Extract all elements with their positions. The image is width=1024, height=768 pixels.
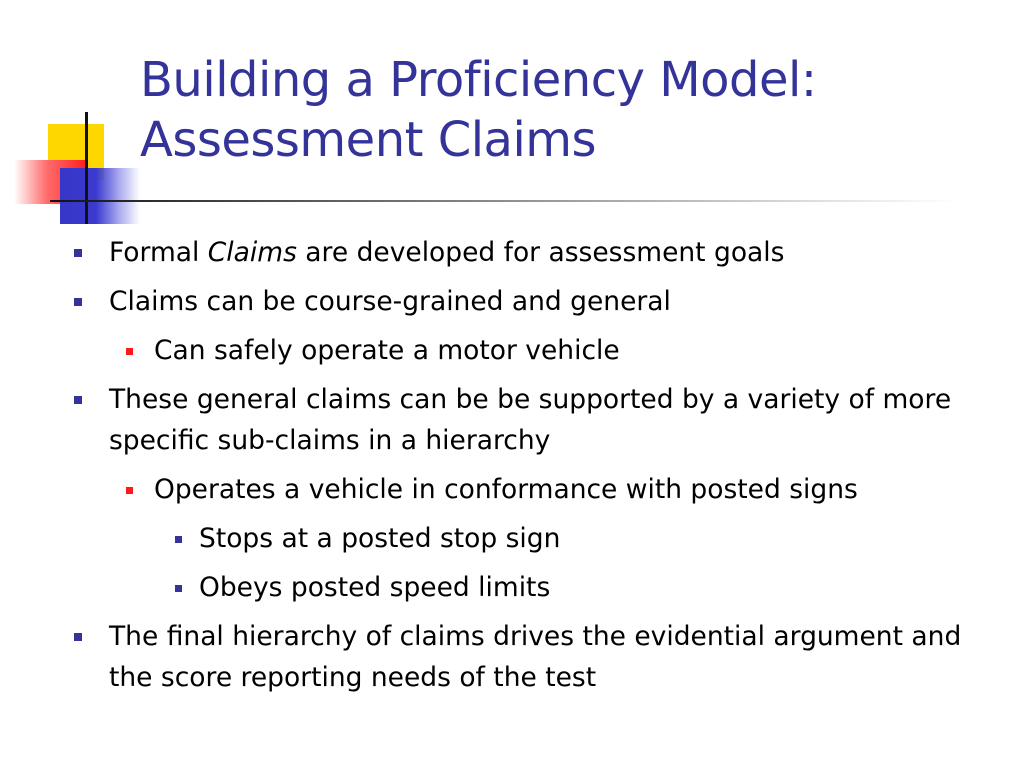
- bullet-text: Formal Claims are developed for assessment goals: [109, 237, 785, 268]
- square-bullet-icon: [175, 536, 182, 543]
- bullet-list: [0, 232, 1024, 706]
- square-bullet-icon: [175, 585, 182, 592]
- bullet-item: [0, 232, 1024, 273]
- emphasized-term: Claims: [207, 237, 297, 268]
- bullet-text: These general claims can be be supported by a variety of more specific sub-claims in a hierarchy: [109, 384, 952, 456]
- square-bullet-icon: [126, 487, 133, 494]
- square-bullet-icon: [74, 298, 82, 306]
- slide-title: [140, 50, 1000, 170]
- square-bullet-icon: [126, 348, 133, 355]
- bullet-item: [0, 379, 1024, 461]
- square-bullet-icon: [74, 396, 82, 404]
- sub-sub-bullet-text: Stops at a posted stop sign: [199, 523, 561, 554]
- square-bullet-icon: [74, 249, 82, 257]
- sub-sub-bullet-item: [0, 567, 1024, 608]
- bullet-item: [0, 281, 1024, 322]
- title-divider-line: [50, 200, 960, 202]
- sub-bullet-item: [0, 330, 1024, 371]
- bullet-text: The final hierarchy of claims drives the evidential argument and the score reporting needs of the test: [109, 621, 962, 693]
- decorative-vertical-line: [85, 112, 88, 224]
- sub-bullet-item: [0, 469, 1024, 510]
- bullet-item: [0, 616, 1024, 698]
- slide-title-line-2: Assessment Claims: [140, 112, 597, 168]
- square-bullet-icon: [74, 633, 82, 641]
- sub-sub-bullet-text: Obeys posted speed limits: [199, 572, 551, 603]
- decorative-blue-square: [60, 168, 140, 224]
- bullet-text: Claims can be course-grained and general: [109, 286, 671, 317]
- slide-title-line-1: Building a Proficiency Model:: [140, 52, 817, 108]
- sub-bullet-text: Operates a vehicle in conformance with posted signs: [154, 474, 858, 505]
- sub-sub-bullet-item: [0, 518, 1024, 559]
- sub-bullet-text: Can safely operate a motor vehicle: [154, 335, 620, 366]
